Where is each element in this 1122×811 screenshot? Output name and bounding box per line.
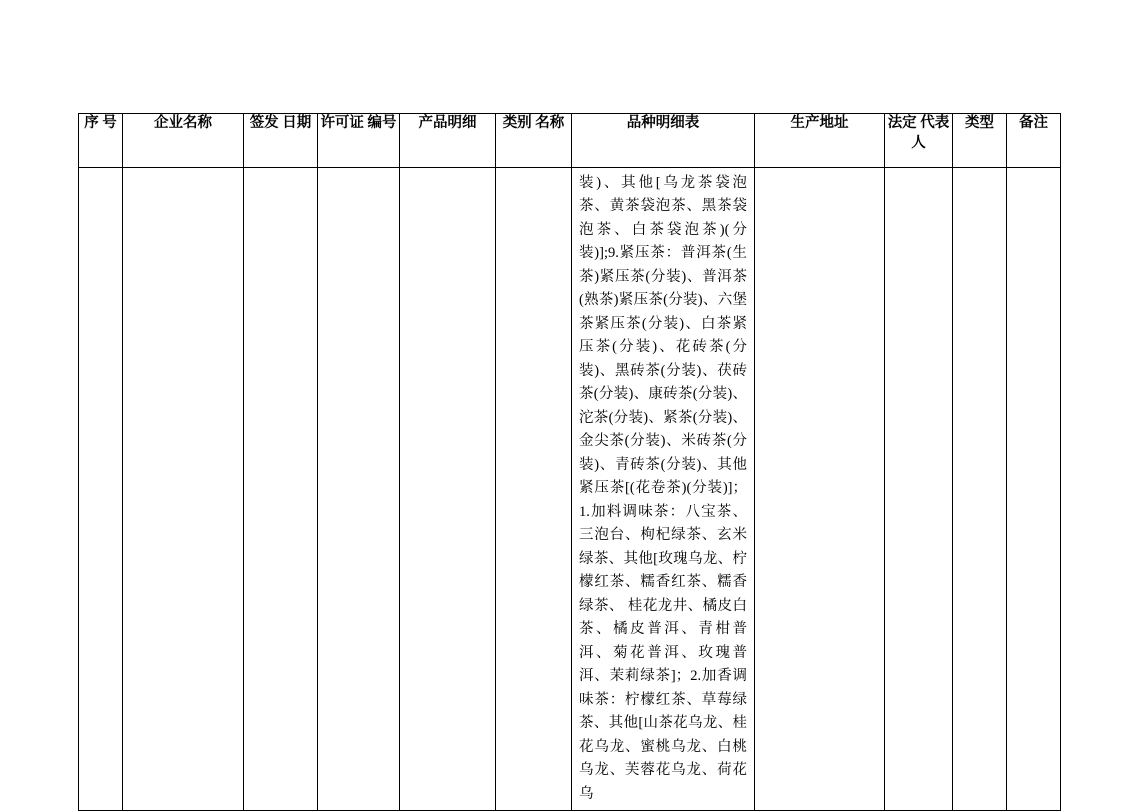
column-header-category-name: 类别 名称 [496, 114, 572, 168]
column-header-license-no: 许可证 编号 [318, 114, 400, 168]
cell-type [953, 168, 1007, 811]
cell-legal-representative [885, 168, 953, 811]
column-header-seq: 序 号 [79, 114, 123, 168]
cell-category-name [496, 168, 572, 811]
table-row [79, 168, 1061, 811]
license-table [78, 113, 1061, 811]
column-header-production-address: 生产地址 [755, 114, 885, 168]
cell-seq [79, 168, 123, 811]
license-table-container [78, 113, 1048, 811]
table-body [79, 168, 1061, 811]
table-header [79, 114, 1061, 168]
column-header-product-detail: 产品明细 [400, 114, 496, 168]
column-header-remark: 备注 [1007, 114, 1061, 168]
column-header-type: 类型 [953, 114, 1007, 168]
cell-remark [1007, 168, 1061, 811]
column-header-variety-detail: 品种明细表 [572, 114, 755, 168]
table-header-row [79, 114, 1061, 168]
cell-variety-detail: 装)、其他[乌龙茶袋泡茶、黄茶袋泡茶、黑茶袋泡茶、白茶袋泡茶)(分装)];9.紧压茶：普洱茶(生茶)紧压茶(分装)、普洱茶(熟茶)紧压茶(分装)、六堡茶紧压茶(分装)、白茶紧压茶(分装)、花砖茶(分装)、黑砖茶(分装)、茯砖茶(分装)、康砖茶(分装)、沱茶(分装)、紧茶(分装)、金尖茶(分装)、米砖茶(分装)、青砖茶(分装)、其他紧压茶[(花卷茶)(分装)]；1.加料调味茶：八宝茶、三泡台、枸杞绿茶、玄米绿茶、其他[玫瑰乌龙、柠檬红茶、糯香红茶、糯香绿茶、 桂花龙井、橘皮白茶、橘皮普洱、青柑普洱、菊花普洱、玫瑰普洱、茉莉绿茶]；2.加香调味茶：柠檬红茶、草莓绿茶、其他[山茶花乌龙、桂花乌龙、蜜桃乌龙、白桃乌龙、芙蓉花乌龙、荷花乌 [572, 168, 755, 811]
column-header-enterprise-name: 企业名称 [123, 114, 244, 168]
cell-production-address [755, 168, 885, 811]
cell-product-detail [400, 168, 496, 811]
cell-license-no [318, 168, 400, 811]
column-header-legal-representative: 法定 代表人 [885, 114, 953, 168]
cell-issue-date [244, 168, 318, 811]
column-header-issue-date: 签发 日期 [244, 114, 318, 168]
cell-enterprise-name [123, 168, 244, 811]
